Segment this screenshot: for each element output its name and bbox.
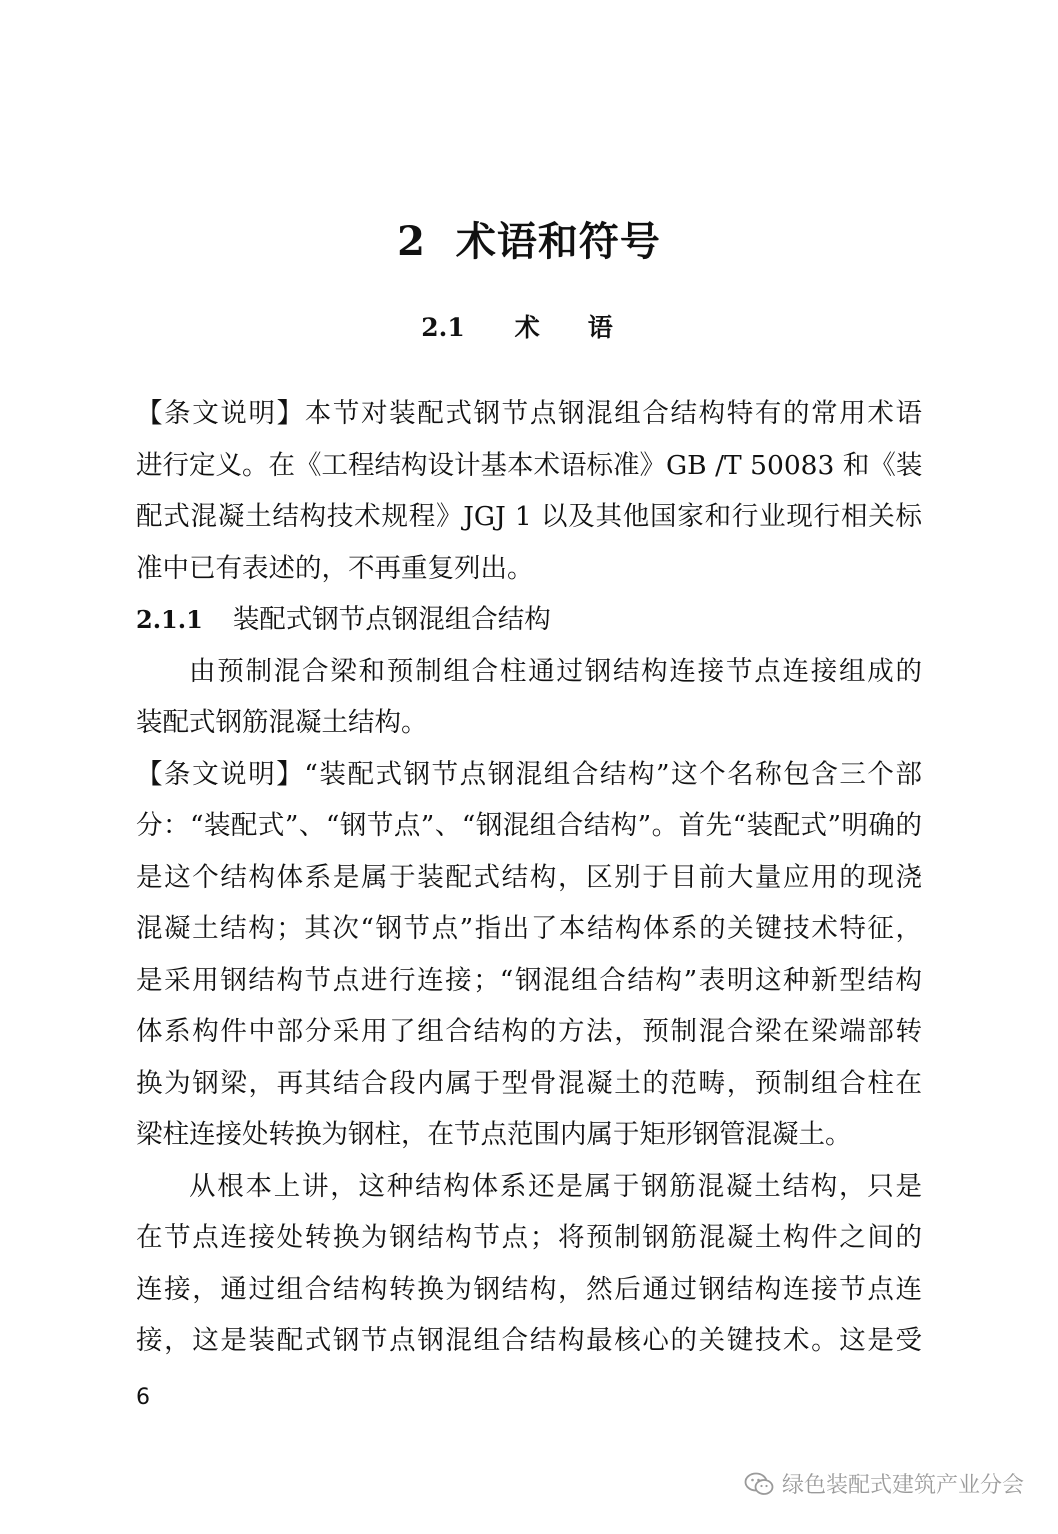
watermark-text: 绿色装配式建筑产业分会 — [781, 1473, 1024, 1498]
watermark — [744, 1468, 1024, 1499]
paragraph-line: 换为钢梁，再其结合段内属于型骨混凝土的范畴，预制组合柱在 — [136, 1067, 922, 1099]
paragraph-line: 【条文说明】“装配式钢节点钢混组合结构”这个名称包含三个部 — [136, 758, 922, 790]
paragraph-line: 混凝土结构；其次“钢节点”指出了本结构体系的关键技术特征， — [136, 913, 922, 944]
paragraph-line: 从根本上讲，这种结构体系还是属于钢筋混凝土结构，只是 — [189, 1170, 922, 1202]
section-number: 2.1 — [421, 313, 465, 342]
page-number: 6 — [136, 1385, 150, 1410]
document-body — [136, 388, 922, 1367]
clause-heading — [136, 594, 922, 646]
paragraph-line: 进行定义。在《工程结构设计基本术语标准》GB /T 50083 和《装 — [136, 449, 923, 481]
wechat-icon — [744, 1471, 774, 1497]
chapter-title-text: 术语和符号 — [455, 218, 661, 265]
section-title-char-2: 语 — [587, 313, 613, 342]
paragraph-line: 配式混凝土结构技术规程》JGJ 1 以及其他国家和行业现行相关标 — [136, 501, 922, 532]
chapter-title — [0, 210, 1058, 267]
paragraph-line: 分：“装配式”、“钢节点”、“钢混组合结构”。首先“装配式”明确的 — [136, 810, 922, 841]
paragraph-line: 装配式钢筋混凝土结构。 — [136, 707, 428, 738]
paragraph-line: 梁柱连接处转换为钢柱，在节点范围内属于矩形钢管混凝土。 — [136, 1119, 852, 1150]
paragraph-line: 体系构件中部分采用了组合结构的方法，预制混合梁在梁端部转 — [136, 1016, 922, 1047]
paragraph-line: 是采用钢结构节点进行连接；“钢混组合结构”表明这种新型结构 — [136, 964, 922, 996]
paragraph-line: 在节点连接处转换为钢结构节点；将预制钢筋混凝土构件之间的 — [136, 1222, 922, 1253]
paragraph-line: 【条文说明】本节对装配式钢节点钢混组合结构特有的常用术语 — [136, 398, 922, 429]
clause-number: 2.1.1 — [136, 605, 203, 634]
paragraph-line: 连接，通过组合结构转换为钢结构，然后通过钢结构连接节点连 — [136, 1273, 922, 1305]
clause-title: 装配式钢节点钢混组合结构 — [232, 604, 551, 635]
paragraph-line: 由预制混合梁和预制组合柱通过钢结构连接节点连接组成的 — [189, 655, 922, 687]
paragraph-line: 是这个结构体系是属于装配式结构，区别于目前大量应用的现浇 — [136, 861, 922, 893]
section-title — [0, 308, 1058, 344]
paragraph-line: 接，这是装配式钢节点钢混组合结构最核心的关键技术。这是受 — [136, 1325, 922, 1356]
paragraph-line: 准中已有表述的，不再重复列出。 — [136, 552, 534, 584]
section-title-char-1: 术 — [514, 313, 540, 342]
chapter-number: 2 — [397, 218, 426, 265]
